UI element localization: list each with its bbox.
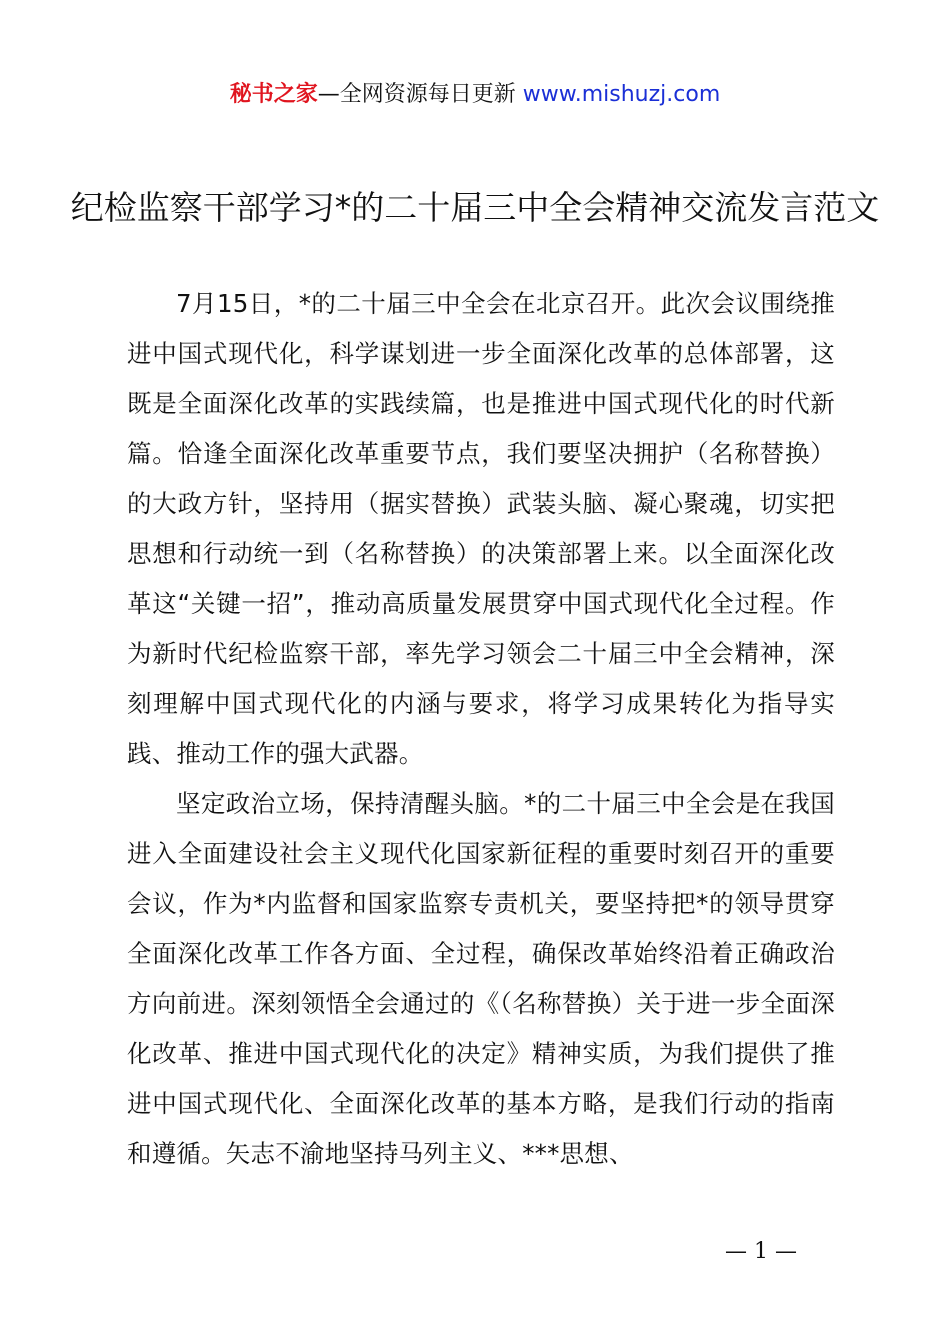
header-tagline: —全网资源每日更新 [317, 82, 516, 107]
paragraph-intro: 7月15日，*的二十届三中全会在北京召开。此次会议围绕推进中国式现代化，科学谋划进一步全面深化改革的总体部署，这既是全面深化改革的实践续篇，也是推进中国式现代化的时代新篇。恰逢全面深化改革重要节点，我们要坚决拥护（名称替换）的大政方针，坚持用（据实替换）武装头脑、凝心聚魂，切实把思想和行动统一到（名称替换）的决策部署上来。以全面深化改革这“关键一招”，推动高质量发展贯穿中国式现代化全过程。作为新时代纪检监察干部，率先学习领会二十届三中全会精神，深刻理解中国式现代化的内涵与要求，将学习成果转化为指导实践、推动工作的强大武器。 [127, 289, 835, 768]
paragraph-political-stance: 坚定政治立场，保持清醒头脑。*的二十届三中全会是在我国进入全面建设社会主义现代化国家新征程的重要时刻召开的重要会议，作为*内监督和国家监察专责机关，要坚持把*的领导贯穿全面深化改革工作各方面、全过程，确保改革始终沿着正确政治方向前进。深刻领悟全会通过的《（名称替换）关于进一步全面深化改革、推进中国式现代化的决定》精神实质，为我们提供了推进中国式现代化、全面深化改革的基本方略，是我们行动的指南和遵循。矢志不渝地坚持马列主义、***思想、 [127, 789, 835, 1168]
brand-name: 秘书之家 [229, 82, 318, 107]
site-url-link[interactable]: www.mishuzj.com [522, 82, 721, 107]
page-number: — 1 — [725, 1239, 797, 1264]
document-title: 纪检监察干部学习*的二十届三中全会精神交流发言范文 [70, 188, 880, 227]
site-header [0, 80, 950, 110]
